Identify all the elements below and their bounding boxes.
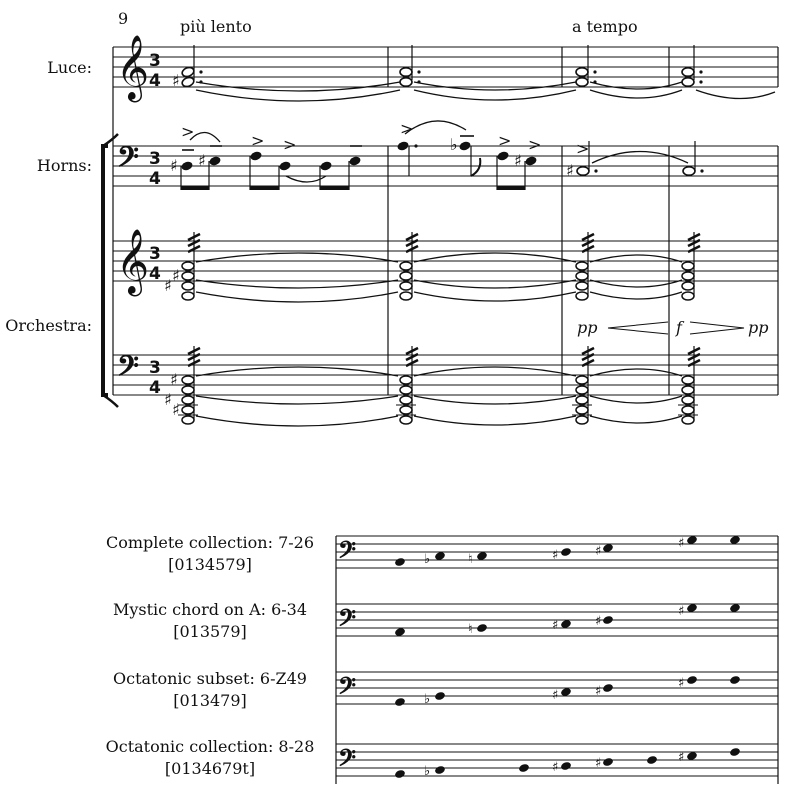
collection-name: Octatonic collection: 8-28 <box>105 737 315 756</box>
svg-text:♭: ♭ <box>424 692 431 707</box>
collection-name: Octatonic subset: 6-Z49 <box>113 669 307 688</box>
svg-text:♯: ♯ <box>172 71 180 90</box>
svg-text:♯: ♯ <box>172 400 180 419</box>
tempo-piu-lento: più lento <box>180 17 252 36</box>
svg-text:3: 3 <box>149 149 161 169</box>
svg-text:♯: ♯ <box>164 276 172 295</box>
svg-text:♯: ♯ <box>678 604 685 619</box>
svg-text:4: 4 <box>149 378 161 398</box>
svg-text:>: > <box>181 122 195 141</box>
svg-text:♯: ♯ <box>514 151 522 170</box>
svg-text:>: > <box>283 135 297 154</box>
orchestra-bass-chords <box>164 346 700 426</box>
svg-text:♮: ♮ <box>468 622 473 637</box>
bass-clef-icon: 𝄢 <box>338 672 357 705</box>
decrescendo-hairpin <box>690 322 744 334</box>
measure-number: 9 <box>118 9 129 28</box>
svg-text:♭: ♭ <box>424 764 431 779</box>
orchestra-treble-chords <box>164 232 700 302</box>
svg-text:♯: ♯ <box>595 756 602 771</box>
svg-text:3: 3 <box>149 358 161 378</box>
svg-text:4: 4 <box>149 71 161 91</box>
system-bracket <box>103 146 108 395</box>
svg-text:♯: ♯ <box>172 266 180 285</box>
collection-1-notes <box>394 535 741 567</box>
collection-prime-form: [0134579] <box>168 555 252 574</box>
dynamic-pp-end: pp <box>748 318 769 337</box>
bass-clef-icon: 𝄢 <box>338 744 357 777</box>
collection-name: Complete collection: 7-26 <box>105 533 315 552</box>
svg-text:>: > <box>528 135 542 154</box>
bass-clef-icon: 𝄢 <box>117 350 139 390</box>
svg-text:♯: ♯ <box>595 614 602 629</box>
svg-text:♯: ♯ <box>678 536 685 551</box>
svg-text:>: > <box>498 131 512 150</box>
barlines <box>388 47 778 395</box>
svg-text:♯: ♯ <box>678 676 685 691</box>
svg-text:♯: ♯ <box>164 390 172 409</box>
dynamic-pp-start: pp <box>577 318 598 337</box>
collection-prime-form: [0134679t] <box>164 759 256 778</box>
crescendo-hairpin <box>608 322 668 334</box>
label-horns: Horns: <box>36 156 92 175</box>
svg-text:4: 4 <box>149 264 161 284</box>
label-orchestra: Orchestra: <box>5 316 92 335</box>
svg-text:♮: ♮ <box>468 552 473 567</box>
svg-text:>: > <box>576 139 590 158</box>
svg-text:3: 3 <box>149 51 161 71</box>
horns-notes <box>170 119 704 190</box>
bass-clef-icon: 𝄢 <box>117 141 139 181</box>
svg-text:♭: ♭ <box>424 552 431 567</box>
bass-clef-icon: 𝄢 <box>338 604 357 637</box>
time-signature <box>149 51 161 398</box>
svg-text:♯: ♯ <box>198 151 206 170</box>
svg-text:>: > <box>400 119 414 138</box>
bass-clef-icon: 𝄢 <box>338 536 357 569</box>
staff-luce <box>113 47 778 87</box>
collection-prime-form: [013579] <box>173 622 247 641</box>
svg-text:♯: ♯ <box>595 544 602 559</box>
svg-text:♯: ♯ <box>595 684 602 699</box>
svg-text:♯: ♯ <box>552 618 559 633</box>
collection-name: Mystic chord on A: 6-34 <box>112 600 308 619</box>
dynamic-f: f <box>676 318 682 337</box>
svg-text:♯: ♯ <box>566 161 574 180</box>
svg-text:♯: ♯ <box>678 750 685 765</box>
svg-text:♯: ♯ <box>552 688 559 703</box>
svg-text:3: 3 <box>149 244 161 264</box>
svg-text:4: 4 <box>149 169 161 189</box>
tempo-a-tempo: a tempo <box>572 17 638 36</box>
staff-horns <box>113 146 778 186</box>
luce-notes <box>172 45 775 101</box>
treble-clef-icon: 𝄞 <box>116 35 150 100</box>
label-luce: Luce: <box>47 58 92 77</box>
svg-text:♯: ♯ <box>552 548 559 563</box>
svg-text:♯: ♯ <box>170 156 178 175</box>
svg-text:>: > <box>251 131 265 150</box>
svg-text:♯: ♯ <box>170 370 178 389</box>
svg-text:♭: ♭ <box>450 135 458 154</box>
treble-clef-icon: 𝄞 <box>116 229 150 294</box>
collection-prime-form: [013479] <box>173 691 247 710</box>
svg-text:♯: ♯ <box>552 760 559 775</box>
